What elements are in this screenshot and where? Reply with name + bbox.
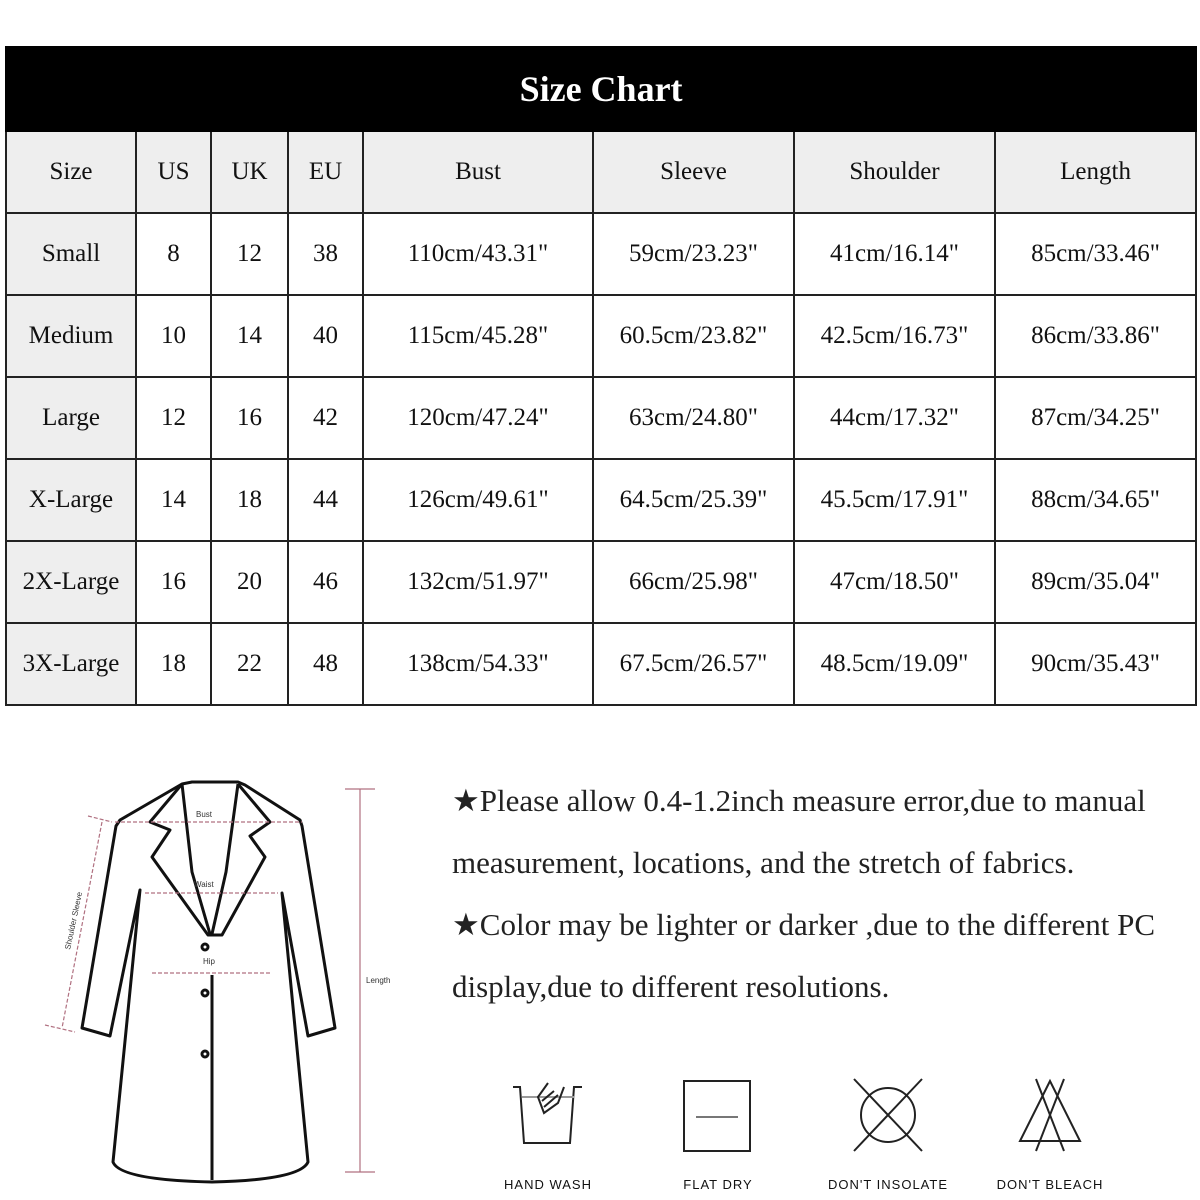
table-cell: 126cm/49.61" xyxy=(363,459,593,541)
care-flat-dry xyxy=(648,1075,788,1192)
table-cell: 14 xyxy=(136,459,211,541)
table-cell: 44cm/17.32" xyxy=(794,377,995,459)
care-label: DON'T INSOLATE xyxy=(827,1177,949,1192)
table-cell: 132cm/51.97" xyxy=(363,541,593,623)
coat-measurement-diagram xyxy=(0,760,420,1200)
size-cell: Large xyxy=(6,377,136,459)
col-header: UK xyxy=(211,131,288,213)
note-measure-error: ★Please allow 0.4-1.2inch measure error,due to manual measurement, locations, and the stretch of fabrics. xyxy=(452,783,1146,880)
table-cell: 45.5cm/17.91" xyxy=(794,459,995,541)
col-header: US xyxy=(136,131,211,213)
care-dont-insolate xyxy=(818,1075,958,1192)
table-cell: 110cm/43.31" xyxy=(363,213,593,295)
length-label: Length xyxy=(366,976,391,985)
table-cell: 8 xyxy=(136,213,211,295)
note-color: ★Color may be lighter or darker ,due to the different PC display,due to different resolutions. xyxy=(452,907,1156,1004)
col-header: EU xyxy=(288,131,363,213)
table-cell: 22 xyxy=(211,623,288,705)
col-header: Sleeve xyxy=(593,131,794,213)
table-cell: 10 xyxy=(136,295,211,377)
notes xyxy=(452,770,1192,1018)
col-header: Size xyxy=(6,131,136,213)
table-cell: 46 xyxy=(288,541,363,623)
coat-outline xyxy=(82,782,335,1182)
bust-label: Bust xyxy=(196,810,213,819)
col-header: Shoulder xyxy=(794,131,995,213)
table-cell: 87cm/34.25" xyxy=(995,377,1196,459)
table-cell: 42 xyxy=(288,377,363,459)
table-cell: 86cm/33.86" xyxy=(995,295,1196,377)
table-row xyxy=(6,213,1196,295)
table-cell: 14 xyxy=(211,295,288,377)
dont-bleach-icon xyxy=(1010,1075,1090,1155)
table-cell: 44 xyxy=(288,459,363,541)
table-cell: 12 xyxy=(136,377,211,459)
table-cell: 16 xyxy=(136,541,211,623)
table-cell: 12 xyxy=(211,213,288,295)
table-cell: 40 xyxy=(288,295,363,377)
table-cell: 63cm/24.80" xyxy=(593,377,794,459)
care-dont-bleach xyxy=(980,1075,1120,1192)
table-row xyxy=(6,623,1196,705)
table-cell: 42.5cm/16.73" xyxy=(794,295,995,377)
size-chart-table xyxy=(5,46,1197,706)
table-cell: 64.5cm/25.39" xyxy=(593,459,794,541)
header-row xyxy=(6,131,1196,213)
table-cell: 48.5cm/19.09" xyxy=(794,623,995,705)
care-hand-wash xyxy=(478,1075,618,1192)
table-cell: 88cm/34.65" xyxy=(995,459,1196,541)
flat-dry-icon xyxy=(678,1075,758,1155)
table-cell: 16 xyxy=(211,377,288,459)
care-label: DON'T BLEACH xyxy=(996,1177,1104,1192)
table-cell: 67.5cm/26.57" xyxy=(593,623,794,705)
table-cell: 18 xyxy=(211,459,288,541)
table-cell: 48 xyxy=(288,623,363,705)
size-cell: Small xyxy=(6,213,136,295)
hand-wash-icon xyxy=(508,1075,588,1155)
table-row xyxy=(6,541,1196,623)
table-cell: 120cm/47.24" xyxy=(363,377,593,459)
table-cell: 60.5cm/23.82" xyxy=(593,295,794,377)
care-label: HAND WASH xyxy=(504,1177,592,1192)
table-cell: 90cm/35.43" xyxy=(995,623,1196,705)
table-cell: 38 xyxy=(288,213,363,295)
table-row xyxy=(6,295,1196,377)
table-cell: 59cm/23.23" xyxy=(593,213,794,295)
table-cell: 138cm/54.33" xyxy=(363,623,593,705)
table-cell: 89cm/35.04" xyxy=(995,541,1196,623)
waist-label: Waist xyxy=(194,880,214,889)
table-cell: 47cm/18.50" xyxy=(794,541,995,623)
table-row xyxy=(6,459,1196,541)
table-cell: 115cm/45.28" xyxy=(363,295,593,377)
table-cell: 18 xyxy=(136,623,211,705)
col-header: Bust xyxy=(363,131,593,213)
care-label: FLAT DRY xyxy=(683,1177,753,1192)
table-cell: 20 xyxy=(211,541,288,623)
table-row xyxy=(6,377,1196,459)
size-cell: 3X-Large xyxy=(6,623,136,705)
table-cell: 85cm/33.46" xyxy=(995,213,1196,295)
size-cell: X-Large xyxy=(6,459,136,541)
hip-label: Hip xyxy=(203,957,216,966)
size-cell: 2X-Large xyxy=(6,541,136,623)
sleeve-label: Shoulder Sleeve xyxy=(63,891,85,951)
dont-insolate-icon xyxy=(848,1075,928,1155)
chart-title: Size Chart xyxy=(6,47,1196,131)
measure-lines xyxy=(45,816,302,1032)
col-header: Length xyxy=(995,131,1196,213)
size-cell: Medium xyxy=(6,295,136,377)
table-cell: 41cm/16.14" xyxy=(794,213,995,295)
table-cell: 66cm/25.98" xyxy=(593,541,794,623)
